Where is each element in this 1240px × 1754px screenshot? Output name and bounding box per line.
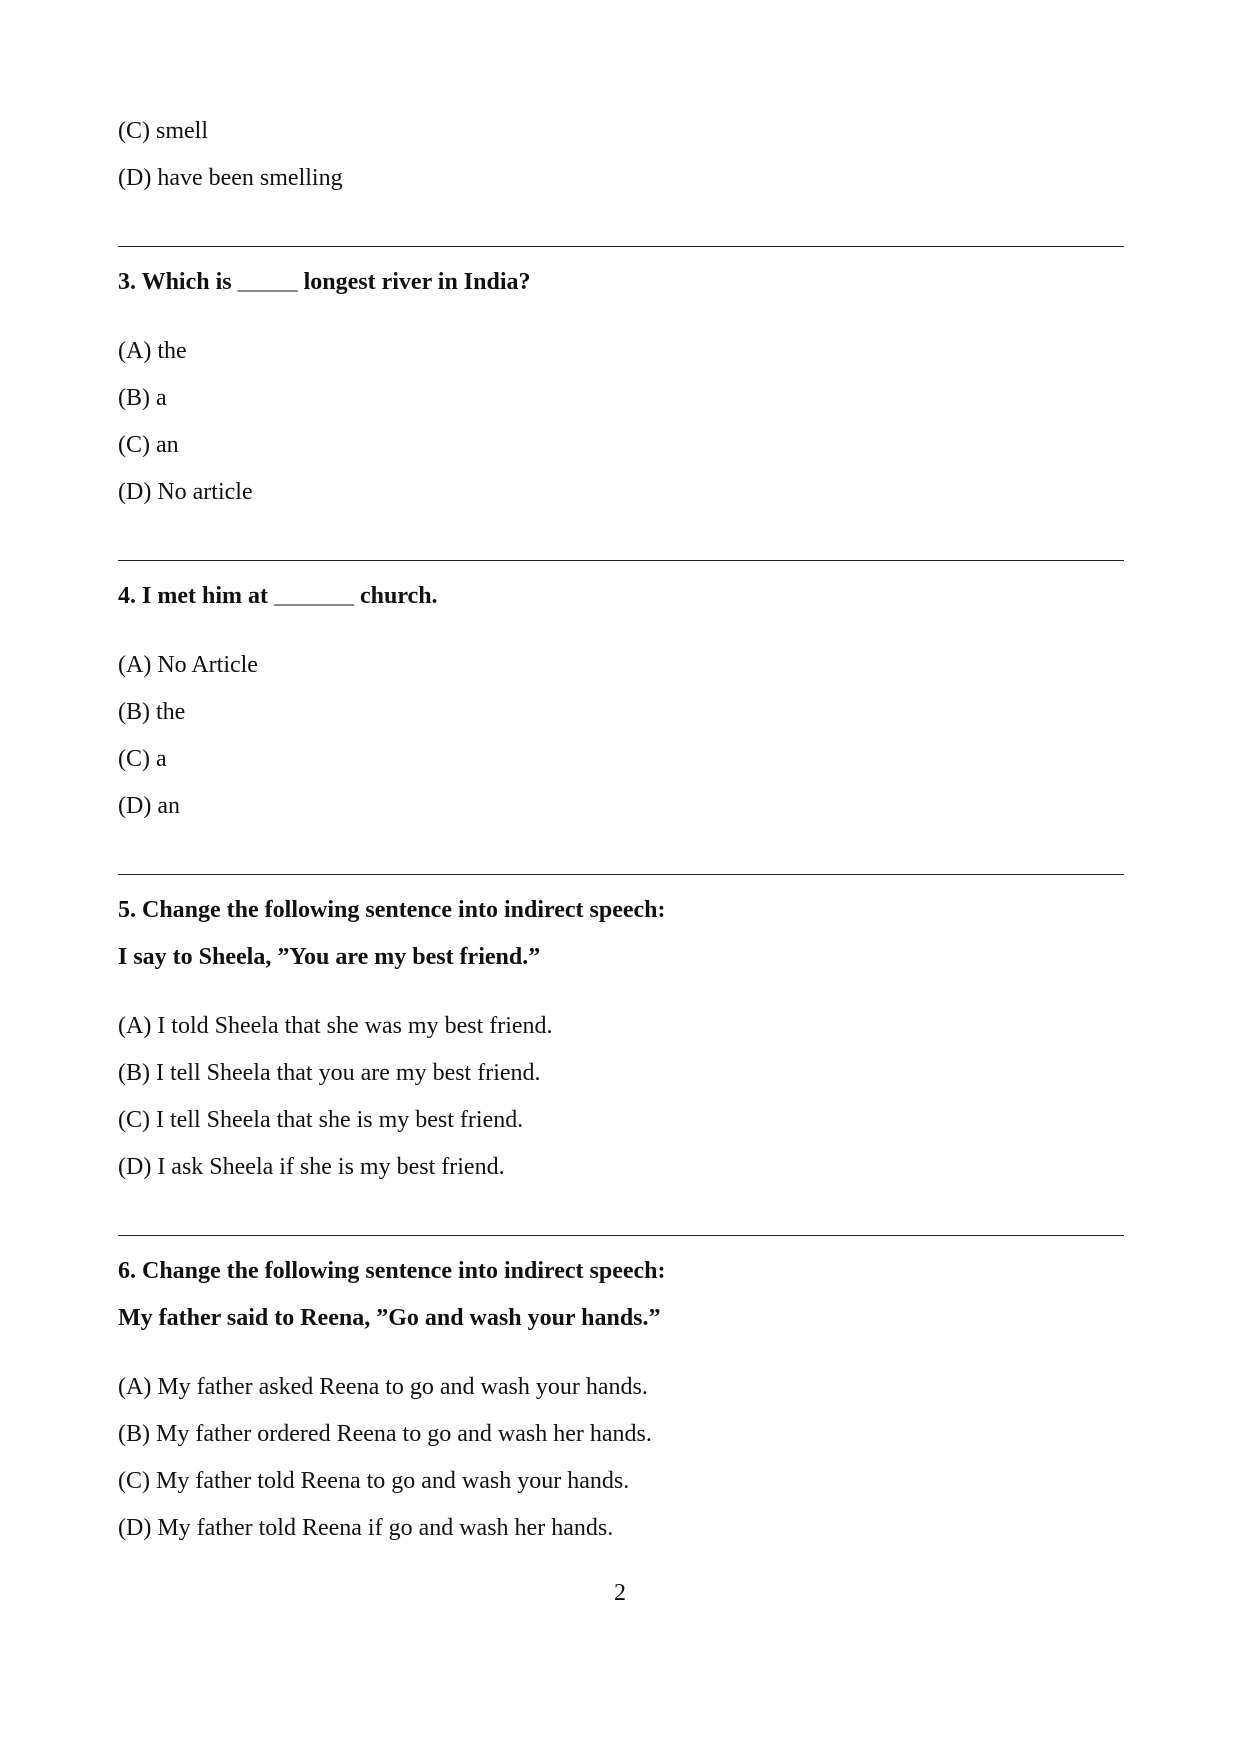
option-b: (B) I tell Sheela that you are my best friend. bbox=[118, 1060, 541, 1086]
question-3-blank: ______ bbox=[237, 272, 298, 294]
option-c: (C) I tell Sheela that she is my best friend. bbox=[118, 1107, 524, 1133]
question-3 bbox=[118, 259, 1124, 516]
option-b: (B) My father ordered Reena to go and wash her hands. bbox=[118, 1421, 652, 1447]
option-d: (D) an bbox=[118, 793, 180, 819]
option-a: (A) I told Sheela that she was my best friend. bbox=[118, 1013, 553, 1039]
prev-question-options bbox=[118, 108, 1124, 202]
option-a: (A) My father asked Reena to go and wash your hands. bbox=[118, 1374, 648, 1400]
option-c: (C) smell bbox=[118, 118, 208, 144]
question-3-suffix: longest river in India? bbox=[303, 269, 531, 295]
question-4-prefix: 4. I met him at bbox=[118, 583, 268, 609]
question-5-sentence: I say to Sheela, ”You are my best friend.” bbox=[118, 944, 541, 970]
option-c: (C) an bbox=[118, 432, 179, 458]
option-b: (B) the bbox=[118, 699, 186, 725]
question-4 bbox=[118, 573, 1124, 830]
page-number: 2 bbox=[614, 1580, 626, 1606]
option-c: (C) My father told Reena to go and wash your hands. bbox=[118, 1468, 630, 1494]
question-3-text bbox=[118, 259, 1124, 306]
option-a: (A) the bbox=[118, 338, 187, 364]
question-4-text bbox=[118, 573, 1124, 620]
question-4-suffix: church. bbox=[359, 583, 438, 609]
question-6-sentence: My father said to Reena, ”Go and wash your hands.” bbox=[118, 1305, 661, 1331]
question-4-blank: ________ bbox=[273, 586, 354, 608]
option-a: (A) No Article bbox=[118, 652, 258, 678]
question-6 bbox=[118, 1248, 1124, 1552]
question-5-instruction: 5. Change the following sentence into indirect speech: bbox=[118, 897, 666, 923]
option-d: (D) have been smelling bbox=[118, 165, 343, 191]
page-content bbox=[118, 108, 1124, 1552]
question-6-instruction: 6. Change the following sentence into indirect speech: bbox=[118, 1258, 666, 1284]
option-d: (D) My father told Reena if go and wash her hands. bbox=[118, 1515, 614, 1541]
question-5 bbox=[118, 887, 1124, 1191]
option-d: (D) I ask Sheela if she is my best friend. bbox=[118, 1154, 505, 1180]
question-3-prefix: 3. Which is bbox=[118, 269, 232, 295]
option-b: (B) a bbox=[118, 385, 167, 411]
option-d: (D) No article bbox=[118, 479, 253, 505]
option-c: (C) a bbox=[118, 746, 167, 772]
